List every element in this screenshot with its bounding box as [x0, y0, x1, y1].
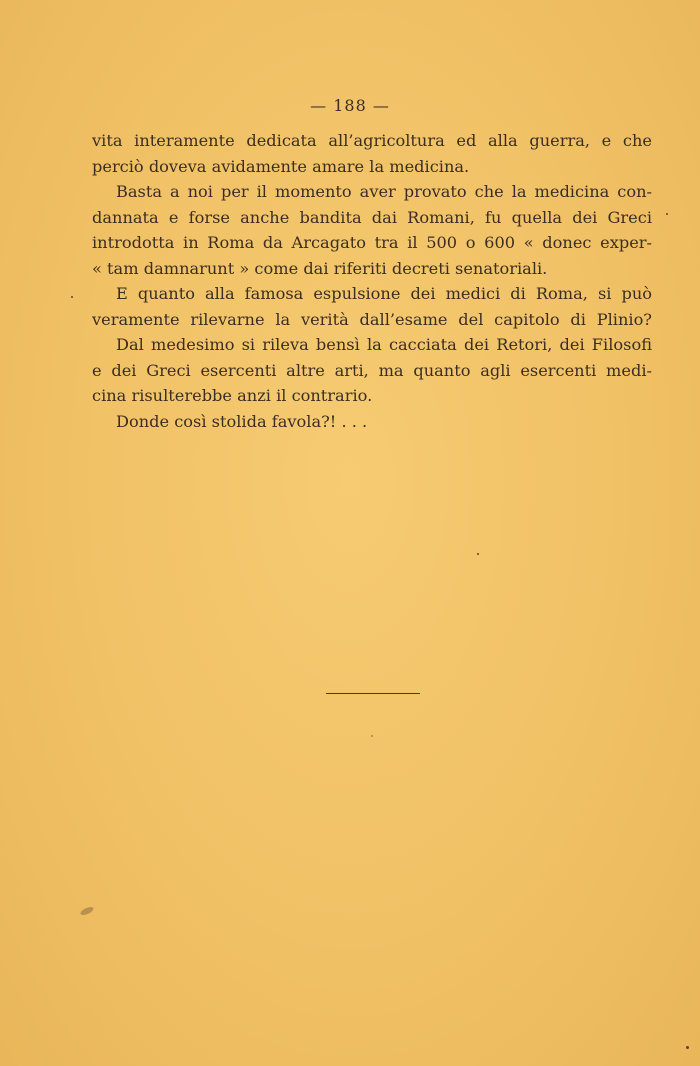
section-rule: [326, 693, 420, 694]
text-line: introdotta in Roma da Arcagato tra il 500 o 600 « donec exper-: [92, 233, 652, 252]
text-line: Basta a noi per il momento aver provato che la medicina con-: [116, 182, 652, 201]
text-line: cina risulterebbe anzi il contrario.: [92, 386, 373, 405]
text-line: e dei Greci esercenti altre arti, ma quanto agli esercenti medi-: [92, 360, 652, 380]
text-line: veramente rilevarne la verità dall’esame del capitolo di Plinio?: [92, 309, 652, 329]
text-line: dannata e forse anche bandita dai Romani, fu quella dei Greci: [92, 207, 652, 227]
paragraph-2: [92, 179, 652, 281]
paragraph-5: [92, 409, 652, 435]
paper-speck: [371, 735, 373, 737]
paper-speck: [477, 553, 479, 555]
paragraph-4: [92, 332, 652, 409]
body-text: [92, 128, 652, 434]
text-line: Dal medesimo si rileva bensì la cacciata dei Retori, dei Filosofi: [116, 335, 652, 354]
paragraph-1: [92, 128, 652, 179]
paragraph-3: [92, 281, 652, 332]
paper-speck: [686, 1046, 689, 1049]
paper-speck: [666, 213, 668, 215]
text-line: vita interamente dedicata all’agricoltura ed alla guerra, e che: [92, 131, 652, 150]
paper-speck: [71, 296, 73, 298]
text-line: « tam damnarunt » come dai riferiti decreti senatoriali.: [92, 258, 548, 278]
paper-smudge: [79, 905, 94, 916]
text-line: Donde così stolida favola?! . . .: [116, 411, 368, 431]
text-line: perciò doveva avidamente amare la medicina.: [92, 156, 470, 176]
page-number: — 188 —: [310, 96, 390, 115]
text-line: E quanto alla famosa espulsione dei medici di Roma, si può: [116, 284, 652, 303]
